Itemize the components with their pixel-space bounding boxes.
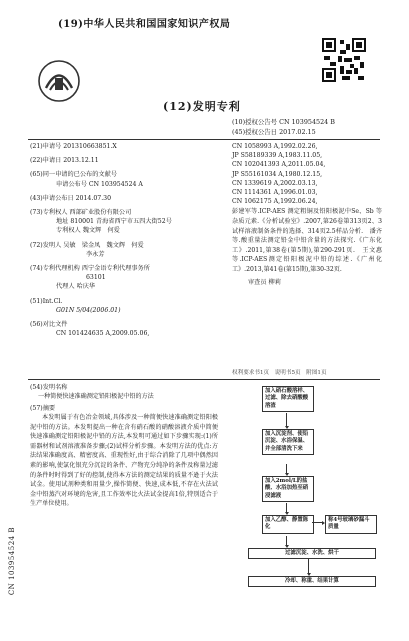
issuing-office: (19)中华人民共和国国家知识产权局	[58, 19, 231, 30]
patent-office-emblem-icon	[36, 58, 82, 104]
non-patent-literature: 彭建军等.ICP-AES 测定粗铜及铅阳极泥中Se、Sb 等杂质元素.《分析试验室》.2007,第26卷第313页2、3试样溶液制备条件的选择、314页2.5样品分析. 潘齐等.酸重量法测定铅金中铅含量的方法探究.《广东化工》.2011,第38卷(第5期),第290-291页. 王文惠等.ICP-AES测定铅阳极泥中铅的综述.《广州化工》.2013,第41卷(第15期),第30-32页.	[232, 208, 382, 273]
flow-arrow	[308, 559, 309, 573]
abstract-section	[30, 383, 218, 509]
flow-step-dissolve: 加入硝石酸溶样、过滤、除去硝酸酸溶渣	[262, 386, 314, 412]
agency-code: 63101	[86, 274, 106, 282]
flow-step-weigh-funnel: 称4号玻璃砂漏斗质量	[325, 515, 377, 534]
flow-step-weigh-result: 冷却、称重、结果计算	[248, 576, 376, 587]
page-count-footer: 权利要求书1页 说明书5页 附图1页	[232, 370, 327, 376]
abstract-label: (57)摘要	[30, 404, 56, 412]
application-publication-number: 申请公布号 CN 103954524 A	[56, 180, 143, 188]
cited-document: CN 1114361 A,1996.01.03,	[232, 189, 318, 197]
abstract-text: 本发明属于有色冶金领域,具体涉及一种简便快速准确测定铅阳极泥中铅的方法。本发明提出一种在含有硝石酸的硝酸溶液介质中简便快速准确测定铅阳极泥中铅的方法,本发明可通过如下步骤实现:(1)所需器材和试剂溶液准备步骤;(2)试样分析步骤。本发明方法的优点:方法结果准确度高、精密度高、重现性好,由于综合消除了几项中偶然因素的影响,使氯化银充分沉淀的条件、产物充分纯净的条件及称量过滤的条件时时得到了好的控制,使得本方法的测定结果的质量不逊于火法试金。使用试剂种类和用量少,操作简便、快速,成本低,不存在火法试金中铅蒸汽对环境的危害,且工作效率比火法试金提高1倍,特别适合于生产单位使用。	[30, 414, 218, 508]
invention-title: 一种简便快速准确测定铅阳极泥中铅的方法	[38, 393, 154, 401]
cited-document: JP S58189339 A,1983.11.05,	[232, 152, 323, 160]
cited-documents-label: (56)对比文件	[30, 321, 68, 329]
int-classification-label: (51)Int.Cl.	[30, 297, 63, 305]
title-label: (54)发明名称	[30, 384, 68, 391]
qr-code-icon	[322, 38, 366, 82]
int-classification: G01N 5/04(2006.01)	[56, 306, 121, 314]
bibliographic-data	[30, 142, 215, 338]
section-rule	[28, 379, 380, 380]
application-number: (21)申请号 201310663851.X	[30, 143, 117, 150]
flow-step-ethanol: 加入乙醇、静置陈化	[262, 515, 314, 534]
flow-arrow	[286, 413, 287, 426]
cited-document: CN 101424635 A,2009.05.06,	[56, 330, 150, 338]
patent-agent: 代理人 哈庆华	[56, 283, 96, 291]
process-flowchart	[228, 386, 388, 596]
flow-step-precipitate: 加入沉淀剂、使铅沉淀、水浴保温、并全部清洗下来	[262, 429, 314, 455]
flow-arrow	[286, 503, 287, 512]
inventors: (72)发明人 吴敏 梁金凤 魏文辉 何爱	[30, 241, 144, 249]
citations-column	[232, 142, 382, 287]
document-kind: (12)发明专利	[163, 100, 241, 113]
patent-agency: (74)专利代理机构 西宁金语专利代理事务所	[30, 265, 150, 273]
examiner: 审查员 柳莉	[248, 278, 281, 286]
prior-publication-label: (65)同一申请的已公布的文献号	[30, 171, 117, 179]
publication-info	[232, 117, 335, 137]
filing-date: (22)申请日 2013.12.11	[30, 157, 99, 165]
patentee-address: 地址 810001 青海省西宁市五四大街52号	[56, 218, 172, 226]
cited-document: CN 1058993 A,1992.02.26,	[232, 143, 318, 150]
flow-arrow	[312, 522, 322, 523]
flow-arrow	[286, 464, 287, 473]
cited-document: JP S55161034 A,1980.12.15,	[232, 170, 323, 178]
grant-publication-date: (45)授权公告日 2017.02.15	[232, 128, 316, 136]
grant-publication-number: (10)授权公告号 CN 103954524 B	[232, 118, 335, 126]
application-publication-date: (43)申请公布日 2014.07.30	[30, 194, 112, 202]
flow-step-hydrochloric: 加入2mol/L的盐酸、水浴加热至硝浸滤液	[262, 476, 314, 502]
side-publication-number: CN 103954524 B	[8, 527, 16, 596]
flow-step-filter: 过滤沉淀、水洗、烘干	[248, 548, 376, 559]
co-patentees: 专利权人 魏文辉 何爱	[56, 227, 120, 235]
flow-arrow	[286, 536, 287, 545]
header-rule	[28, 139, 380, 140]
cited-document: CN 1062175 A,1992.06.24,	[232, 198, 318, 206]
cited-document: CN 102041393 A,2011.05.04,	[232, 161, 326, 169]
cited-document: CN 1339619 A,2002.03.13,	[232, 179, 318, 187]
inventors-continued: 李永芳	[86, 250, 105, 258]
patentee: (73)专利权人 西部矿业股份有限公司	[30, 209, 132, 217]
